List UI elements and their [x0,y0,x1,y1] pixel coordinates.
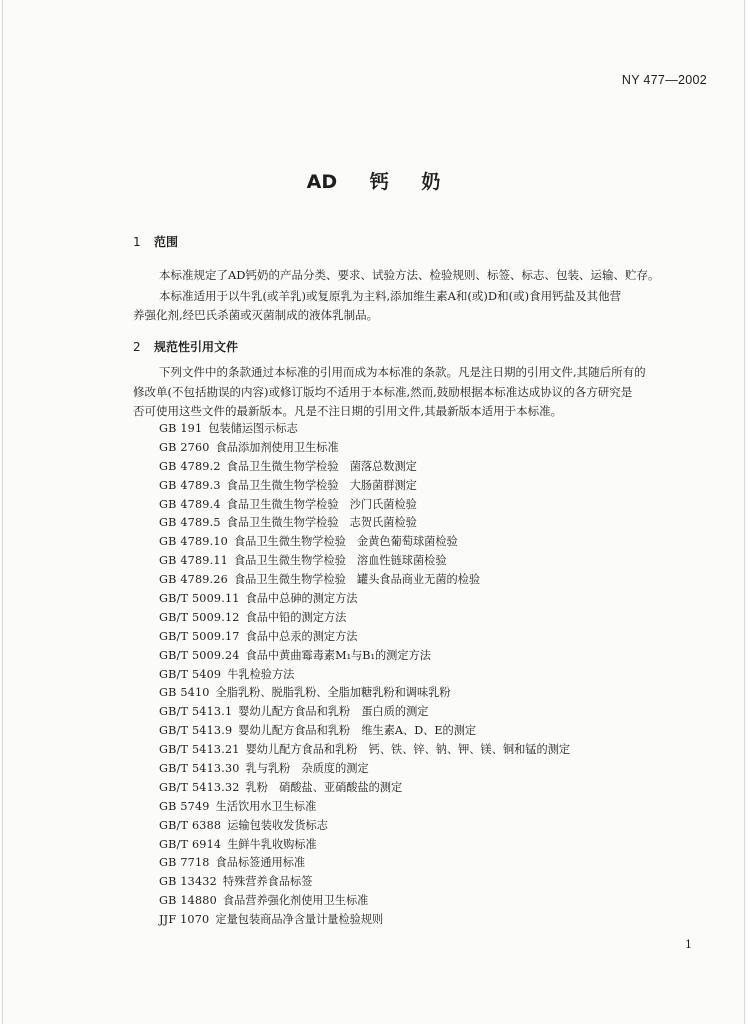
reference-title: 全脂乳粉、脱脂乳粉、全脂加糖乳粉和调味乳粉 [215,686,451,700]
reference-code: GB/T 6388 [159,818,222,832]
reference-code: GB 5749 [159,799,210,813]
document-title [0,167,747,194]
reference-item [159,741,570,760]
reference-item [159,779,570,798]
reference-item [159,684,570,703]
reference-item [159,666,570,685]
reference-code: GB 4789.3 [159,478,221,492]
reference-code: GB 4789.5 [159,516,221,530]
reference-code: GB 4789.11 [159,554,228,568]
paragraph-scope-2-line: 本标准适用于以牛乳(或羊乳)或复原乳为主料,添加维生素A和(或)D和(或)食用钙盐及其他营 [159,289,622,303]
reference-code: GB 191 [159,422,203,435]
reference-title: 食品卫生微生物学检验 菌落总数测定 [226,459,417,473]
title-part: 钙 [369,171,389,193]
reference-title: 食品卫生微生物学检验 罐头食品商业无菌的检验 [233,573,481,587]
reference-item [159,703,570,722]
reference-item [159,873,570,892]
scan-edge-left [2,0,3,1024]
reference-item [159,420,570,439]
reference-title: 婴幼儿配方食品和乳粉 蛋白质的测定 [238,705,429,719]
reference-code: GB 4789.26 [159,573,228,587]
reference-title: 食品中总砷的测定方法 [245,592,358,606]
section-heading-normative-references [133,338,238,355]
reference-title: 运输包装收发货标志 [227,818,328,832]
reference-title: 食品卫生微生物学检验 沙门氏菌检验 [226,497,417,511]
title-part: 奶 [421,171,441,193]
reference-code: GB/T 5413.21 [159,743,240,757]
reference-title: 食品卫生微生物学检验 溶血性链球菌检验 [233,554,447,568]
reference-title: 食品标签通用标准 [215,856,306,870]
paragraph-scope-1: 本标准规定了AD钙奶的产品分类、要求、试验方法、检验规则、标签、标志、包装、运输、贮存。 [159,268,660,282]
reference-title: 食品中总汞的测定方法 [245,629,358,643]
section-title: 规范性引用文件 [154,340,239,354]
paragraph-scope-2-line: 养强化剂,经巴氏杀菌或灭菌制成的液体乳制品。 [133,308,379,322]
section-title: 范围 [154,235,179,249]
reference-item [159,514,570,533]
reference-item [159,854,570,873]
reference-code: GB 4789.10 [159,535,228,549]
reference-code: GB/T 5009.17 [159,629,240,643]
reference-title: 生活饮用水卫生标准 [215,799,317,813]
reference-code: GB/T 5413.9 [159,724,233,738]
reference-title: 包装储运图示标志 [208,422,298,435]
reference-item [159,533,570,552]
title-part: AD [306,171,338,193]
reference-title: 食品卫生微生物学检验 大肠菌群测定 [226,478,417,492]
paragraph-references-line: 下列文件中的条款通过本标准的引用而成为本标准的条款。凡是注日期的引用文件,其随后所有的 [159,365,646,379]
reference-item [159,722,570,741]
reference-item [159,836,570,855]
reference-item [159,552,570,571]
section-number: 1 [133,235,141,249]
reference-item [159,477,570,496]
reference-item [159,571,570,590]
reference-title: 特殊营养食品标签 [222,875,313,889]
reference-title: 乳粉 硝酸盐、亚硝酸盐的测定 [245,780,403,794]
reference-title: 婴幼儿配方食品和乳粉 维生素A、D、E的测定 [238,724,477,738]
reference-item [159,628,570,647]
scan-edge-right [744,0,745,1024]
reference-item [159,892,570,911]
reference-title: 食品中铅的测定方法 [245,610,347,624]
reference-title: 定量包装商品净含量计量检验规则 [215,913,384,927]
reference-code: GB 5410 [159,686,210,700]
reference-item [159,496,570,515]
paragraph-references-line: 否可使用这些文件的最新版本。凡是不注日期的引用文件,其最新版本适用于本标准。 [133,404,563,418]
reference-code: GB 4789.2 [159,459,221,473]
reference-item [159,911,570,930]
reference-title: 乳与乳粉 杂质度的测定 [245,762,369,776]
reference-code: GB/T 5009.11 [159,592,240,606]
reference-code: JJF 1070 [159,913,210,927]
reference-item [159,817,570,836]
reference-title: 食品卫生微生物学检验 志贺氏菌检验 [226,516,417,530]
section-number: 2 [133,340,141,354]
reference-item [159,798,570,817]
reference-title: 婴幼儿配方食品和乳粉 钙、铁、锌、钠、钾、镁、铜和锰的测定 [245,743,571,757]
reference-title: 牛乳检验方法 [227,667,295,681]
reference-code: GB 14880 [159,894,217,908]
reference-item [159,458,570,477]
reference-code: GB/T 5413.30 [159,762,240,776]
reference-title: 食品营养强化剂使用卫生标准 [222,894,369,908]
reference-code: GB 2760 [159,440,210,454]
reference-code: GB 7718 [159,856,210,870]
reference-code: GB/T 6914 [159,837,222,851]
reference-title: 食品卫生微生物学检验 金黄色葡萄球菌检验 [233,535,458,549]
section-heading-scope [133,233,178,250]
reference-title: 食品中黄曲霉毒素M₁与B₁的测定方法 [245,648,431,662]
reference-item [159,609,570,628]
reference-item [159,647,570,666]
reference-code: GB/T 5413.1 [159,705,233,719]
paragraph-references-line: 修改单(不包括勘误的内容)或修订版均不适用于本标准,然而,鼓励根据本标准达成协议的各方研究是 [133,385,633,399]
reference-item [159,760,570,779]
reference-code: GB 4789.4 [159,497,221,511]
reference-code: GB/T 5409 [159,667,222,681]
reference-item [159,590,570,609]
reference-code: GB/T 5009.24 [159,648,240,662]
reference-item [159,439,570,458]
reference-code: GB/T 5413.32 [159,780,240,794]
reference-title: 生鲜牛乳收购标准 [227,837,317,851]
reference-code: GB 13432 [159,875,217,889]
standard-code: NY 477—2002 [621,73,707,87]
reference-title: 食品添加剂使用卫生标准 [215,440,339,454]
reference-code: GB/T 5009.12 [159,610,240,624]
page-number: 1 [685,938,692,951]
reference-list [159,420,570,930]
